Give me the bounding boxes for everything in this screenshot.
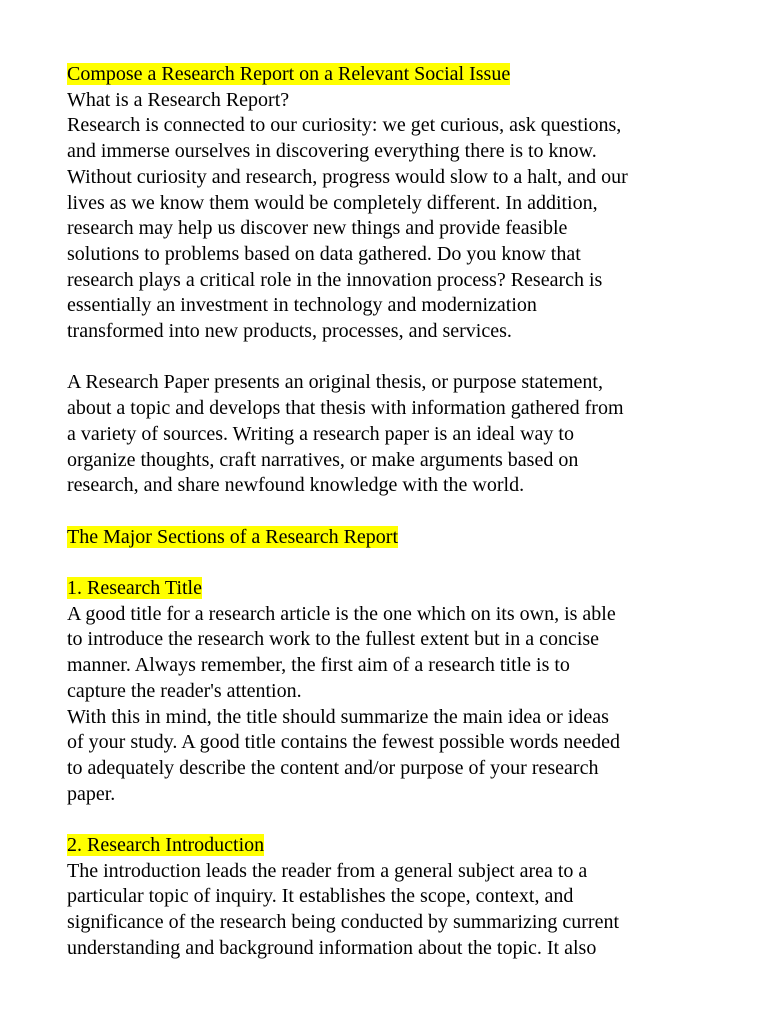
paragraph-line: to adequately describe the content and/or purpose of your research [67, 756, 599, 779]
paragraph-line: significance of the research being conducted by summarizing current [67, 911, 620, 934]
paragraph-line: essentially an investment in technology and modernization [67, 294, 537, 317]
paragraph-line: of your study. A good title contains the fewest possible words needed [67, 731, 621, 754]
paragraph-line: A Research Paper presents an original thesis, or purpose statement, [67, 371, 603, 394]
section-heading: 1. Research Title [67, 577, 202, 600]
paragraph-line: solutions to problems based on data gathered. Do you know that [67, 242, 581, 265]
section-heading-line [67, 833, 757, 859]
paragraph-line: With this in mind, the title should summarize the main idea or ideas [67, 705, 609, 728]
section-heading-line [67, 576, 757, 602]
paragraph-line: Research is connected to our curiosity: we get curious, ask questions, [67, 114, 622, 137]
section-research-introduction [67, 833, 757, 962]
paragraph-spacer [67, 550, 757, 576]
paragraph-line: organize thoughts, craft narratives, or make arguments based on [67, 448, 579, 471]
section-research-title [67, 576, 757, 807]
paragraph-spacer [67, 345, 757, 371]
document-title-line [67, 62, 757, 88]
paragraph-line: about a topic and develops that thesis with information gathered from [67, 397, 624, 420]
paragraph-line: lives as we know them would be completely different. In addition, [67, 191, 598, 214]
paragraph-line: manner. Always remember, the first aim of a research title is to [67, 654, 570, 677]
paragraph-spacer [67, 807, 757, 833]
section-heading: 2. Research Introduction [67, 834, 265, 857]
paragraph-line: research may help us discover new things and provide feasible [67, 217, 568, 240]
paragraph-line: Without curiosity and research, progress would slow to a halt, and our [67, 165, 628, 188]
paragraph-line: A good title for a research article is the one which on its own, is able [67, 602, 616, 625]
paragraph-line: capture the reader's attention. [67, 679, 302, 702]
paragraph-spacer [67, 499, 757, 525]
document-subtitle: What is a Research Report? [67, 88, 290, 111]
paragraph-line: research, and share newfound knowledge with the world. [67, 474, 525, 497]
paragraph-line: research plays a critical role in the innovation process? Research is [67, 268, 603, 291]
paragraph-line: and immerse ourselves in discovering everything there is to know. [67, 140, 597, 163]
paragraph-line: a variety of sources. Writing a research paper is an ideal way to [67, 422, 574, 445]
paragraph-line: transformed into new products, processes, and services. [67, 320, 512, 343]
paragraph-intro [67, 113, 757, 344]
paragraph-line: The introduction leads the reader from a general subject area to a [67, 859, 588, 882]
paragraph-line: particular topic of inquiry. It establishes the scope, context, and [67, 885, 574, 908]
paragraph-line: to introduce the research work to the fullest extent but in a concise [67, 628, 600, 651]
paragraph-line: understanding and background information about the topic. It also [67, 936, 597, 959]
paragraph-line: paper. [67, 782, 116, 805]
sections-heading-line [67, 525, 757, 551]
paragraph-research-paper [67, 370, 757, 499]
document-page [67, 62, 757, 962]
sections-heading: The Major Sections of a Research Report [67, 525, 399, 548]
document-title: Compose a Research Report on a Relevant Social Issue [67, 63, 511, 85]
